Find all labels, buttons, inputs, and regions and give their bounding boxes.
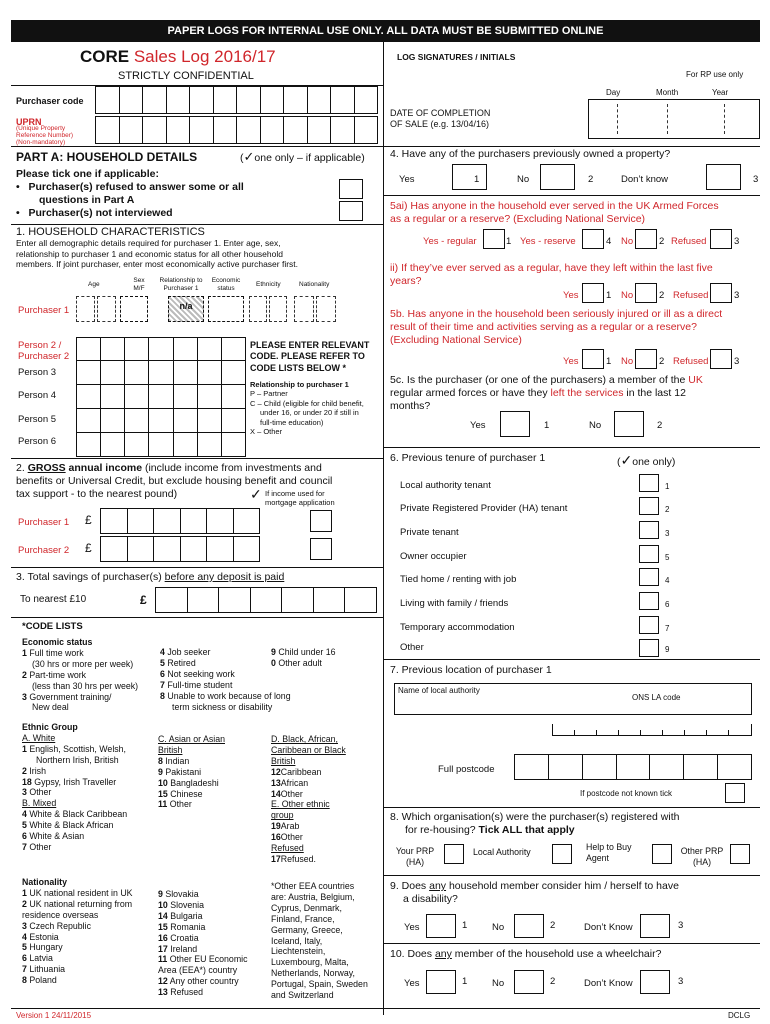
q5b-refused-label: Refused xyxy=(673,356,709,367)
income-p2-mortgage-checkbox[interactable] xyxy=(310,538,332,560)
q5ai-title: 5ai) Has anyone in the household ever served in the UK Armed Forces as a regular or a reserve? (Excluding National Service) xyxy=(390,200,719,226)
person4-label: Person 4 xyxy=(18,390,57,401)
q6-family-checkbox[interactable] xyxy=(639,592,659,610)
q10-yes-checkbox[interactable] xyxy=(426,970,456,994)
q4-code-2: 2 xyxy=(588,174,594,185)
nationality-codes-2: 9 Slovakia 10 Slovenia 14 Bulgaria 15 Romania 16 Croatia 17 Ireland 11 Other EU Economic Area (EEA*) country 12 Any other country 13 Refused xyxy=(158,889,248,998)
divider xyxy=(11,458,383,459)
purchaser1-nationality-input[interactable] xyxy=(294,296,338,322)
q6-code-7: 7 xyxy=(665,624,670,633)
q7-title: 7. Previous location of purchaser 1 xyxy=(390,664,552,676)
q10-code-2: 2 xyxy=(550,976,556,987)
q5c-yes-checkbox[interactable] xyxy=(500,411,530,437)
person4-row-inputs[interactable] xyxy=(76,385,246,409)
q5ai-no-checkbox[interactable] xyxy=(635,229,657,249)
q10-code-3: 3 xyxy=(678,976,684,987)
divider xyxy=(383,807,760,808)
q6-option-temporary: Temporary accommodation xyxy=(400,622,515,633)
divider xyxy=(11,146,383,147)
uprn-input[interactable] xyxy=(95,116,378,144)
income-used-tick: ✓ xyxy=(250,486,262,502)
ethnic-group-codes: Ethnic Group A. White 1 English, Scottish, Welsh, Northern Irish, British 2 Irish 18 Gypsy, Irish Traveller 3 Other B. Mixed 4 White & Black Caribbean 5 White & Black African 6 White & Asian 7 Other xyxy=(22,722,128,852)
date-separator xyxy=(667,104,668,134)
q5c-no-checkbox[interactable] xyxy=(614,411,644,437)
q7-unknown-checkbox[interactable] xyxy=(725,783,745,803)
q10-code-1: 1 xyxy=(462,976,468,987)
purchaser1-age-input[interactable] xyxy=(76,296,118,322)
col-age: Age xyxy=(88,281,100,288)
q5ai-code-2: 2 xyxy=(659,236,665,247)
part-a-one-only: (✓one only – if applicable) xyxy=(240,149,365,164)
purchaser1-relationship-na: n/a xyxy=(168,296,204,322)
q9-dk-label: Don’t Know xyxy=(584,922,633,933)
refused-checkbox[interactable] xyxy=(339,179,363,199)
q8-la-label: Local Authority xyxy=(473,847,531,857)
day-label: Day xyxy=(606,88,621,97)
eea-note: *Other EEA countries are: Austria, Belgium, Cyprus, Denmark, Finland, France, Germany, Greece, Iceland, Italy, Liechtenstein, Luxembourg, Malta, Netherlands, Norway, Portugal, Spain, Sweden and Switzerland xyxy=(271,881,368,1001)
q5c-code-2: 2 xyxy=(657,420,663,431)
q6-code-5: 5 xyxy=(665,553,670,562)
date-separator xyxy=(617,104,618,134)
q5b-code-2: 2 xyxy=(659,356,665,367)
column-divider xyxy=(383,42,384,1015)
year-label: Year xyxy=(712,88,729,97)
q5c-title: 5c. Is the purchaser (or one of the purchasers) a member of the UK regular armed forces or have they left the services in the last 12 months? xyxy=(390,374,703,413)
person3-row-inputs[interactable] xyxy=(76,361,246,385)
q6-title: 6. Previous tenure of purchaser 1 xyxy=(390,452,546,464)
col-ethnicity: Ethnicity xyxy=(256,281,281,288)
q5c-yes-label: Yes xyxy=(470,420,486,431)
q6-one-only: (✓one only) xyxy=(617,452,676,468)
q5aii-no-checkbox[interactable] xyxy=(635,283,657,303)
q10-dk-label: Don’t Know xyxy=(584,978,633,989)
q10-title: 10. Does any member of the household use a wheelchair? xyxy=(390,948,662,960)
q5aii-yes-label: Yes xyxy=(563,290,579,301)
q6-option-other: Other xyxy=(400,642,424,653)
q6-code-1: 1 xyxy=(665,482,670,491)
q6-temporary-checkbox[interactable] xyxy=(639,616,659,634)
q5aii-yes-checkbox[interactable] xyxy=(582,283,604,303)
q6-code-9: 9 xyxy=(665,645,670,654)
q6-other-checkbox[interactable] xyxy=(639,639,659,657)
divider xyxy=(11,224,383,225)
q8-other-prp-checkbox[interactable] xyxy=(730,844,750,864)
q5ai-reserve-label: Yes - reserve xyxy=(520,236,576,247)
q5aii-refused-label: Refused xyxy=(673,290,709,301)
q5b-title: 5b. Has anyone in the household been seriously injured or ill as a direct result of their time and activities serving as a regular or a reserve? (Excluding National Service) xyxy=(390,308,723,347)
income-p1-label: Purchaser 1 xyxy=(18,517,70,528)
divider xyxy=(11,617,383,618)
income-p2-input[interactable] xyxy=(100,536,260,562)
q5c-no-label: No xyxy=(589,420,602,431)
q7-postcode-label: Full postcode xyxy=(438,764,495,775)
ethnic-group-codes-c: C. Asian or Asian British 8 Indian 9 Pakistani 10 Bangladeshi 15 Chinese 11 Other xyxy=(158,734,225,810)
q5ai-refused-checkbox[interactable] xyxy=(710,229,732,249)
divider xyxy=(383,659,760,660)
q9-dk-checkbox[interactable] xyxy=(640,914,670,938)
q6-prp-checkbox[interactable] xyxy=(639,497,659,515)
income-p1-input[interactable] xyxy=(100,508,260,534)
q8-helptobuy-label: Help to Buy Agent xyxy=(586,842,632,863)
q8-la-checkbox[interactable] xyxy=(552,844,572,864)
q9-code-2: 2 xyxy=(550,920,556,931)
q4-dk-label: Don’t know xyxy=(621,174,668,185)
savings-title: 3. Total savings of purchaser(s) before any deposit is paid xyxy=(16,571,285,583)
q5b-no-label: No xyxy=(621,356,634,367)
divider xyxy=(383,447,760,448)
col-nationality: Nationality xyxy=(299,281,330,288)
economic-status-codes-3: 9 Child under 16 0 Other adult xyxy=(271,647,336,668)
person5-label: Person 5 xyxy=(18,414,57,425)
q8-prp-label: Your PRP (HA) xyxy=(395,846,435,867)
date-completion-input[interactable] xyxy=(588,99,760,139)
enter-code-note: PLEASE ENTER RELEVANT CODE. PLEASE REFER TO CODE LISTS BELOW * xyxy=(250,340,370,373)
date-separator xyxy=(724,104,725,134)
q9-yes-checkbox[interactable] xyxy=(426,914,456,938)
q5b-no-checkbox[interactable] xyxy=(635,349,657,369)
q4-yes-label: Yes xyxy=(399,174,415,185)
q10-no-checkbox[interactable] xyxy=(514,970,544,994)
footer-dclg: DCLG xyxy=(728,1011,751,1020)
q9-no-label: No xyxy=(492,922,505,933)
q6-code-6: 6 xyxy=(665,600,670,609)
please-tick-label: Please tick one if applicable: xyxy=(16,168,159,180)
purchaser-code-label: Purchaser code xyxy=(16,96,84,106)
q5b-refused-checkbox[interactable] xyxy=(710,349,732,369)
q10-no-label: No xyxy=(492,978,505,989)
q5ai-code-1: 1 xyxy=(506,236,512,247)
q9-no-checkbox[interactable] xyxy=(514,914,544,938)
divider xyxy=(383,875,760,876)
q9-title: 9. Does any household member consider him / herself to have a disability? xyxy=(390,880,679,906)
q9-yes-label: Yes xyxy=(404,922,420,933)
q6-code-4: 4 xyxy=(665,576,670,585)
q5aii-no-label: No xyxy=(621,290,634,301)
hh-title: 1. HOUSEHOLD CHARACTERISTICS xyxy=(16,226,205,238)
q5ai-reserve-checkbox[interactable] xyxy=(582,229,604,249)
q10-dk-checkbox[interactable] xyxy=(640,970,670,994)
q5ai-code-3: 3 xyxy=(734,236,740,247)
header-banner: PAPER LOGS FOR INTERNAL USE ONLY. ALL DATA MUST BE SUBMITTED ONLINE xyxy=(11,20,760,42)
q6-private-checkbox[interactable] xyxy=(639,521,659,539)
q6-la-checkbox[interactable] xyxy=(639,474,659,492)
q5aii-code-1: 1 xyxy=(606,290,612,301)
person6-row-inputs[interactable] xyxy=(76,433,246,457)
not-interviewed-checkbox[interactable] xyxy=(339,201,363,221)
col-relationship: Relationship to Purchaser 1 xyxy=(159,277,203,292)
uprn-label: UPRN xyxy=(16,117,42,127)
q5ai-code-4: 4 xyxy=(606,236,612,247)
q5b-code-3: 3 xyxy=(734,356,740,367)
month-label: Month xyxy=(656,88,679,97)
divider xyxy=(11,567,383,568)
savings-nearest-label: To nearest £10 xyxy=(20,594,87,605)
income-title: 2. GROSS annual income (include income from investments and benefits or Universal Credit, but exclude housing benefit and council tax support - to the nearest pound) xyxy=(16,462,333,501)
q8-other-prp-label: Other PRP (HA) xyxy=(680,846,724,867)
q5aii-code-3: 3 xyxy=(734,290,740,301)
economic-status-codes-2: 4 Job seeker 5 Retired 6 Not seeking work 7 Full-time student 8 Unable to work because of long term sickness or disability xyxy=(160,647,291,712)
log-signatures-label: LOG SIGNATURES / INITIALS xyxy=(397,52,516,62)
q6-option-prp: Private Registered Provider (HA) tenant xyxy=(400,503,568,514)
q5b-code-1: 1 xyxy=(606,356,612,367)
q6-option-family: Living with family / friends xyxy=(400,598,509,609)
footer-version: Version 1 24/11/2015 xyxy=(16,1011,92,1020)
date-completion-label: DATE OF COMPLETION OF SALE (e.g. 13/04/16) xyxy=(390,108,491,129)
income-p1-pound: £ xyxy=(85,513,92,527)
q5aii-refused-checkbox[interactable] xyxy=(710,283,732,303)
q5aii-code-2: 2 xyxy=(659,290,665,301)
q5c-code-1: 1 xyxy=(544,420,550,431)
person2-row-inputs[interactable] xyxy=(76,337,246,361)
q4-no-checkbox[interactable] xyxy=(540,164,575,190)
q4-yes-checkbox[interactable] xyxy=(452,164,487,190)
q9-code-3: 3 xyxy=(678,920,684,931)
person6-label: Person 6 xyxy=(18,436,57,447)
footer-divider xyxy=(11,1008,760,1009)
divider xyxy=(383,146,760,147)
income-used-label: If income used for mortgage application xyxy=(265,489,335,507)
uprn-sub: (Unique Property Reference Number) (Non-mandatory) xyxy=(16,125,74,146)
q5ai-refused-label: Refused xyxy=(671,236,707,247)
person3-label: Person 3 xyxy=(18,367,57,378)
purchaser1-economic-input[interactable] xyxy=(208,296,244,322)
q9-code-1: 1 xyxy=(462,920,468,931)
q7-postcode-input[interactable] xyxy=(514,754,752,780)
purchaser-code-input[interactable] xyxy=(95,86,378,114)
q7-ons-code-input[interactable] xyxy=(552,724,752,736)
q5ai-regular-label: Yes - regular xyxy=(423,236,477,247)
q5aii-title: ii) If they’ve ever served as a regular, have they left within the last five years? xyxy=(390,262,713,288)
q4-dk-checkbox[interactable] xyxy=(706,164,741,190)
hh-desc: Enter all demographic details required for purchaser 1. Enter age, sex, relationship to purchaser 1 and economic status for all other household members. If joint purchaser, enter most economically active purchaser first. xyxy=(16,238,299,270)
q5b-yes-checkbox[interactable] xyxy=(582,349,604,369)
ethnic-group-codes-d: D. Black, African, Caribbean or Black British 12Caribbean 13African 14Other E. Other ethnic group 19Arab 16Other Refused 17Refused. xyxy=(271,734,346,864)
q8-title: 8. Which organisation(s) were the purchaser(s) registered with for re-housing? Tick ALL that apply xyxy=(390,811,680,837)
title-core: CORE xyxy=(80,47,130,66)
q6-option-la: Local authority tenant xyxy=(400,480,491,491)
divider xyxy=(383,195,760,196)
q7-unknown-label: If postcode not known tick xyxy=(580,789,673,798)
part-a-title: PART A: HOUSEHOLD DETAILS xyxy=(16,150,198,164)
q4-code-1: 1 xyxy=(474,174,480,185)
q6-option-owner: Owner occupier xyxy=(400,551,467,562)
code-lists-title: *CODE LISTS xyxy=(22,621,83,632)
purchaser1-ethnicity-input[interactable] xyxy=(249,296,289,322)
q10-yes-label: Yes xyxy=(404,978,420,989)
person2-label: Person 2 / Purchaser 2 xyxy=(18,340,70,363)
divider xyxy=(383,943,760,944)
q7-la-name-label: Name of local authority xyxy=(398,686,480,695)
q5ai-no-label: No xyxy=(621,236,634,247)
relationship-legend: Relationship to purchaser 1 P – Partner C – Child (eligible for child benefit, under 16, or under 20 if still in full-time education) X – Other xyxy=(250,380,364,436)
q4-no-label: No xyxy=(517,174,530,185)
q4-code-3: 3 xyxy=(753,174,759,185)
savings-input[interactable] xyxy=(155,587,377,613)
nationality-codes: Nationality 1 UK national resident in UK 2 UK national returning from residence overseas 3 Czech Republic 4 Estonia 5 Hungary 6 Latvia 7 Lithuania 8 Poland xyxy=(22,877,133,986)
form-title xyxy=(80,47,276,67)
q6-option-tied: Tied home / renting with job xyxy=(400,574,517,585)
col-sex: Sex M/F xyxy=(133,277,145,292)
q5b-yes-label: Yes xyxy=(563,356,579,367)
q6-code-3: 3 xyxy=(665,529,670,538)
q6-owner-checkbox[interactable] xyxy=(639,545,659,563)
q6-option-private: Private tenant xyxy=(400,527,459,538)
q8-helptobuy-checkbox[interactable] xyxy=(652,844,672,864)
col-economic: Economic status xyxy=(211,277,241,292)
confidential-label: STRICTLY CONFIDENTIAL xyxy=(118,70,254,82)
title-rest: Sales Log 2016/17 xyxy=(129,47,276,66)
income-p2-pound: £ xyxy=(85,541,92,555)
person5-row-inputs[interactable] xyxy=(76,409,246,433)
income-p2-label: Purchaser 2 xyxy=(18,545,70,556)
q7-ons-label: ONS LA code xyxy=(632,693,681,702)
purchaser1-label: Purchaser 1 xyxy=(18,305,70,316)
q8-prp-checkbox[interactable] xyxy=(444,844,464,864)
purchaser1-sex-input[interactable] xyxy=(120,296,148,322)
economic-status-codes: Economic status 1 Full time work (30 hrs or more per week) 2 Part-time work (less than 30 hrs per week) 3 Government training/ New deal xyxy=(22,637,139,713)
q4-title: 4. Have any of the purchasers previously owned a property? xyxy=(390,148,671,160)
q5ai-regular-checkbox[interactable] xyxy=(483,229,505,249)
q6-code-2: 2 xyxy=(665,505,670,514)
q6-tied-checkbox[interactable] xyxy=(639,568,659,586)
savings-pound: £ xyxy=(140,593,147,607)
rp-use-label: For RP use only xyxy=(686,70,744,79)
refused-option-label: • Purchaser(s) refused to answer some or all questions in Part A • Purchaser(s) not interviewed xyxy=(16,181,244,220)
income-p1-mortgage-checkbox[interactable] xyxy=(310,510,332,532)
